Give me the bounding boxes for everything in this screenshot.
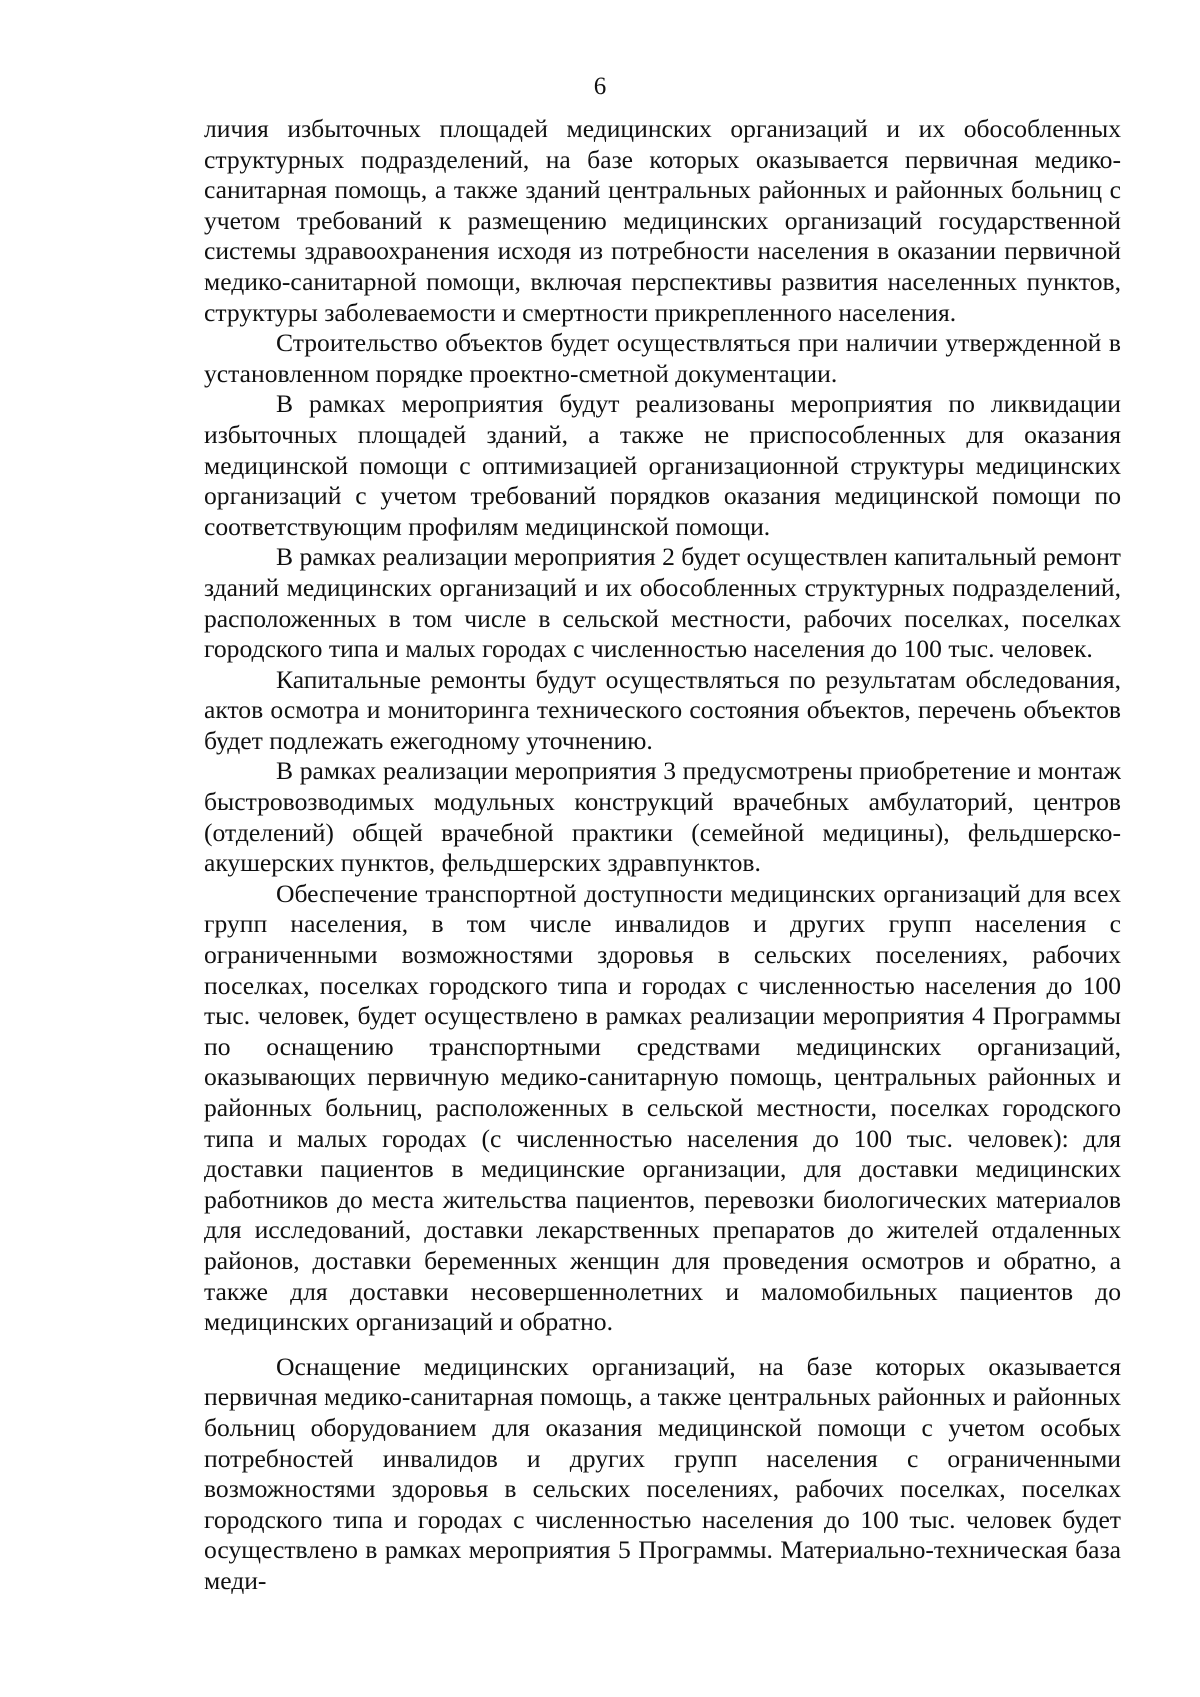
paragraph-continuation: личия избыточных площадей медицинских организаций и их обособленных структурных подразделений, на базе которых оказывается первичная медико-санитарная помощь, а также зданий центральных районных и районных больниц с учетом требований к размещению медицинских организаций государственной системы здравоохранения исходя из потребности населения в оказании первичной медико-санитарной помощи, включая перспективы развития населенных пунктов, структуры заболеваемости и смертности прикрепленного населения. (204, 114, 1121, 327)
paragraph-transport-access: Обеспечение транспортной доступности медицинских организаций для всех групп населения, в том числе инвалидов и других групп населения с ограниченными возможностями здоровья в сельских поселениях, рабочих поселках, поселках городского типа и городах с численностью населения до 100 тыс. человек, будет осуществлено в рамках реализации мероприятия 4 Программы по оснащению транспортными средствами медицинских организаций, оказывающих первичную медико-санитарную помощь, центральных районных и районных больниц, расположенных в сельской местности, поселках городского типа и малых городах (с численностью населения до 100 тыс. человек): для доставки пациентов в медицинские организации, для доставки медицинских работников до места жительства пациентов, перевозки биологических материалов для исследований, доставки лекарственных препаратов до жителей отдаленных районов, доставки беременных женщин для проведения осмотров и обратно, а также для доставки несовершеннолетних и маломобильных пациентов до медицинских организаций и обратно. (204, 878, 1121, 1337)
paragraph-construction: Строительство объектов будет осуществляться при наличии утвержденной в установленном порядке проектно-сметной документации. (204, 328, 1121, 388)
paragraph-liquidation: В рамках мероприятия будут реализованы мероприятия по ликвидации избыточных площадей зданий, а также не приспособленных для оказания медицинской помощи с оптимизацией организационной структуры медицинских организаций с учетом требований порядков оказания медицинской помощи по соответствующим профилям медицинской помощи. (204, 389, 1121, 541)
paragraph-repair-inspection: Капитальные ремонты будут осуществляться по результатам обследования, актов осмотра и мониторинга технического состояния объектов, перечень объектов будет подлежать ежегодному уточнению. (204, 664, 1121, 755)
paragraph-capital-repair: В рамках реализации мероприятия 2 будет осуществлен капитальный ремонт зданий медицинских организаций и их обособленных структурных подразделений, расположенных в том числе в сельской местности, рабочих поселках, поселках городского типа и малых городах с численностью населения до 100 тыс. человек. (204, 542, 1121, 664)
page-number: 6 (593, 73, 607, 100)
paragraph-equipment: Оснащение медицинских организаций, на базе которых оказывается первичная медико-санитарная помощь, а также центральных районных и районных больниц оборудованием для оказания медицинской помощи с учетом особых потребностей инвалидов и других групп населения с ограниченными возможностями здоровья в сельских поселениях, рабочих поселках, поселках городского типа и городах с численностью населения до 100 тыс. человек будет осуществлено в рамках мероприятия 5 Программы. Материально-техническая база меди- (204, 1351, 1121, 1595)
paragraph-modular-constructions: В рамках реализации мероприятия 3 предусмотрены приобретение и монтаж быстровозводимых модульных конструкций врачебных амбулаторий, центров (отделений) общей врачебной практики (семейной медицины), фельдшерско-акушерских пунктов, фельдшерских здравпунктов. (204, 756, 1121, 878)
document-body (204, 114, 1121, 1597)
